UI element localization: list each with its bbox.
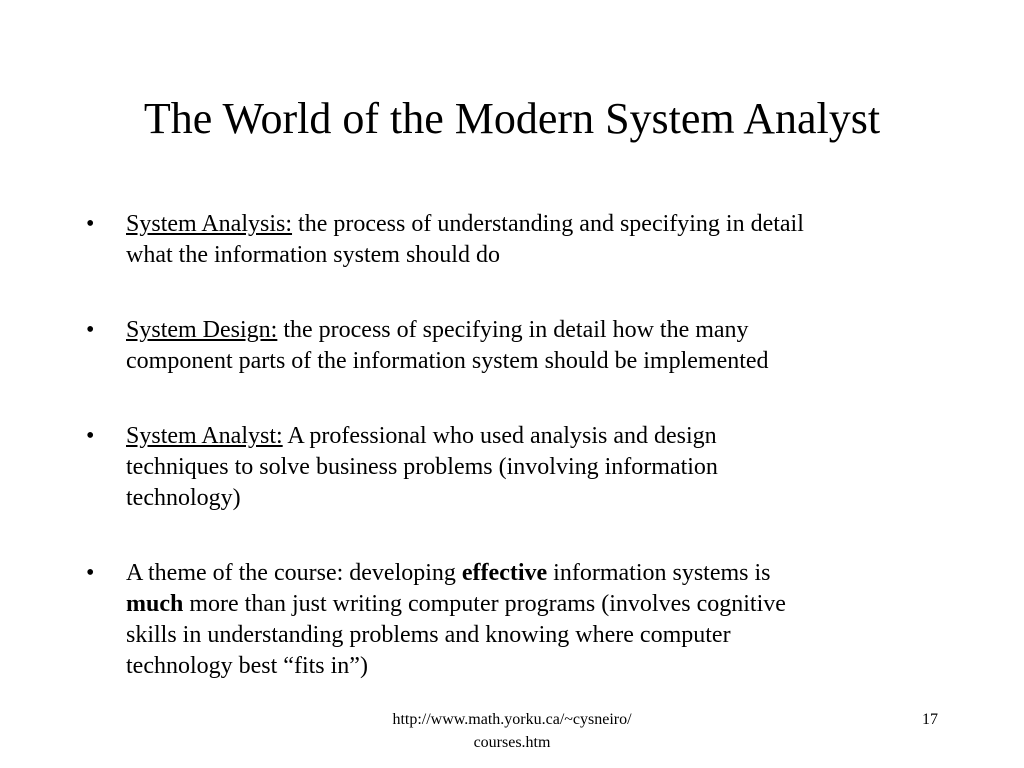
definition-text: the process of specifying in detail how the many (277, 317, 749, 343)
bullet-line (126, 240, 946, 271)
definition-text: A professional who used analysis and design (282, 423, 717, 449)
theme-text: skills in understanding problems and knowing where computer (126, 622, 731, 648)
definition-text: what the information system should do (126, 242, 500, 268)
definition-text: the process of understanding and specifying in detail (292, 211, 804, 237)
term-system-analyst: System Analyst: (126, 423, 283, 449)
theme-text: information systems is (547, 560, 771, 586)
term-system-analysis: System Analysis: (126, 211, 293, 237)
bullet-line (126, 620, 946, 651)
bullet-marker: • (86, 211, 95, 237)
bullet-marker: • (86, 423, 95, 449)
bullet-line (126, 651, 946, 682)
definition-text: technology) (126, 485, 241, 511)
theme-text: technology best “fits in”) (126, 653, 368, 679)
bullet-line (126, 483, 946, 514)
bullet-line (126, 589, 946, 620)
emphasis-effective: effective (461, 560, 548, 586)
emphasis-much: much (126, 591, 184, 617)
slide-title: The World of the Modern System Analyst (143, 94, 881, 143)
bullet-text (126, 558, 946, 682)
bullet-line (126, 209, 946, 240)
bullet-marker: • (86, 560, 95, 586)
term-system-design: System Design: (126, 317, 278, 343)
bullet-line (126, 421, 946, 452)
theme-text: A theme of the course: developing (126, 560, 462, 586)
footer-url-line: http://www.math.yorku.ca/~cysneiro/ (392, 711, 632, 728)
bullet-marker: • (86, 317, 95, 343)
definition-text: component parts of the information system should be implemented (126, 348, 769, 374)
definition-text: techniques to solve business problems (involving information (126, 454, 718, 480)
slide-number: 17 (922, 711, 938, 728)
bullet-text (126, 421, 946, 514)
bullet-line (126, 315, 946, 346)
bullet-text (126, 315, 946, 377)
bullet-line (126, 346, 946, 377)
theme-text: more than just writing computer programs (involves cognitive (183, 591, 786, 617)
footer-url-line: courses.htm (473, 734, 551, 751)
footer-url (340, 708, 684, 754)
bullet-line (126, 558, 946, 589)
bullet-line (126, 452, 946, 483)
bullet-text (126, 209, 946, 271)
